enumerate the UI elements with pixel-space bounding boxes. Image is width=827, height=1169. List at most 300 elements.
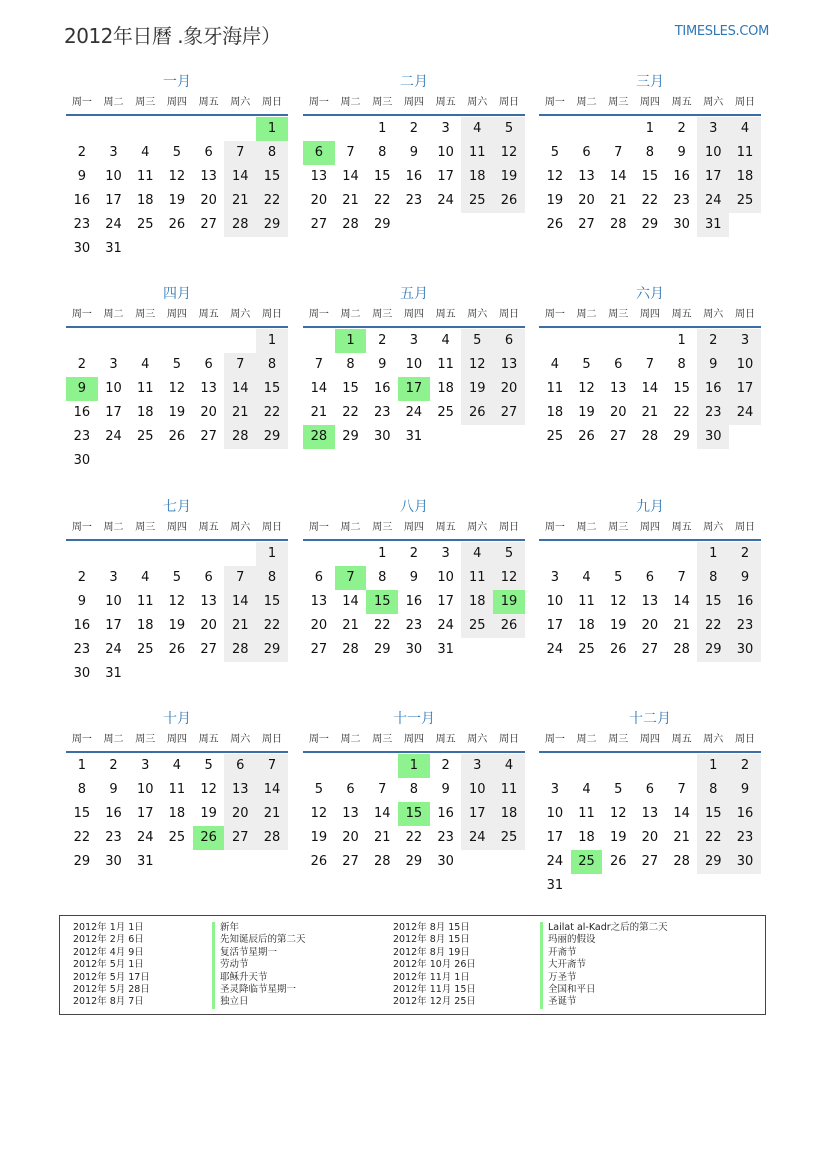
day-cell: 15 <box>256 590 288 614</box>
day-cell: 17 <box>437 169 454 184</box>
empty-cell <box>666 542 698 566</box>
day-cell: 17 <box>437 594 454 609</box>
day-cell: 30 <box>697 425 729 449</box>
day-cell: 12 <box>200 782 217 797</box>
empty-cell <box>634 754 666 778</box>
page-title: 2012年日曆 .象牙海岸） <box>64 24 281 48</box>
empty-cell <box>98 117 130 141</box>
day-cell: 29 <box>641 217 659 232</box>
day-cell: 10 <box>546 806 564 821</box>
day-cell: 5 <box>550 145 559 160</box>
day-cell: 12 <box>609 594 627 609</box>
day-cell: 23 <box>105 830 122 845</box>
day-cell: 4 <box>141 145 150 160</box>
legend-dates-left <box>73 922 150 1009</box>
weekday-label: 周三 <box>608 97 629 108</box>
day-cell: 3 <box>441 546 450 561</box>
weekday-header <box>66 730 288 753</box>
day-cell: 28 <box>609 217 627 232</box>
day-cell: 8 <box>378 570 387 585</box>
day-cell: 24 <box>729 401 761 425</box>
day-cell: 20 <box>310 193 328 208</box>
day-cell: 11 <box>578 594 595 609</box>
day-cell: 20 <box>200 405 217 420</box>
day-cell: 25 <box>437 405 454 420</box>
weekday-label: 周日 <box>498 97 519 108</box>
weekday-header <box>303 518 525 541</box>
month-name: 七月 <box>163 499 191 515</box>
day-cell: 3 <box>550 570 559 585</box>
month-11 <box>303 709 525 874</box>
day-cell: 7 <box>224 353 256 377</box>
day-cell: 18 <box>493 802 525 826</box>
day-cell: 13 <box>578 169 595 184</box>
day-cell: 12 <box>609 806 627 821</box>
empty-cell <box>634 329 666 353</box>
day-cell: 9 <box>409 145 419 160</box>
day-cell: 2 <box>77 357 86 372</box>
day-cell: 10 <box>437 570 454 585</box>
weekday-header <box>66 93 288 116</box>
day-cell: 6 <box>204 145 213 160</box>
day-cell: 11 <box>546 381 564 396</box>
day-cell: 9 <box>677 145 686 160</box>
day-cell: 31 <box>105 241 122 256</box>
day-cell: 13 <box>342 806 359 821</box>
day-grid <box>303 542 525 662</box>
day-cell: 27 <box>200 642 217 657</box>
day-cell: 14 <box>224 590 256 614</box>
empty-cell <box>602 754 634 778</box>
holiday-day-cell: 17 <box>398 377 430 401</box>
day-cell: 23 <box>373 405 391 420</box>
day-grid <box>539 542 761 662</box>
weekday-label: 周一 <box>71 309 92 320</box>
day-cell: 11 <box>168 782 186 797</box>
empty-cell <box>129 542 161 566</box>
day-cell: 21 <box>224 614 256 638</box>
empty-cell <box>303 542 335 566</box>
month-4 <box>66 284 288 473</box>
day-cell: 13 <box>493 353 525 377</box>
day-cell: 12 <box>578 381 595 396</box>
day-cell: 7 <box>378 782 387 797</box>
weekday-label: 周二 <box>103 522 124 533</box>
day-cell: 9 <box>441 782 450 797</box>
day-cell: 13 <box>641 594 659 609</box>
day-cell: 19 <box>609 830 627 845</box>
empty-cell <box>224 542 256 566</box>
weekday-header <box>66 518 288 541</box>
day-cell: 17 <box>105 193 122 208</box>
day-cell: 16 <box>729 802 761 826</box>
day-cell: 21 <box>310 405 328 420</box>
day-cell: 2 <box>729 754 761 778</box>
day-cell: 9 <box>77 594 86 609</box>
day-cell: 9 <box>729 778 761 802</box>
month-8 <box>303 497 525 662</box>
day-cell: 15 <box>641 169 659 184</box>
holiday-name: Lailat al-Kadr之后的第二天 <box>540 922 668 934</box>
weekday-label: 周一 <box>71 522 92 533</box>
holiday-day-cell: 28 <box>303 425 335 449</box>
day-cell: 11 <box>461 566 493 590</box>
day-cell: 31 <box>405 429 423 444</box>
day-cell: 25 <box>136 217 154 232</box>
day-cell: 15 <box>673 381 690 396</box>
day-cell: 4 <box>172 758 182 773</box>
day-cell: 1 <box>378 546 387 561</box>
day-cell: 29 <box>697 638 729 662</box>
day-grid <box>66 329 288 473</box>
day-cell: 2 <box>729 542 761 566</box>
day-cell: 28 <box>342 642 359 657</box>
day-cell: 15 <box>342 381 359 396</box>
day-cell: 31 <box>546 878 564 893</box>
day-cell: 18 <box>578 618 595 633</box>
empty-cell <box>224 329 256 353</box>
weekday-label: 周五 <box>198 522 219 533</box>
weekday-label: 周日 <box>261 522 282 533</box>
day-cell: 6 <box>204 357 213 372</box>
holiday-date: 2012年 8月 15日 <box>393 922 470 933</box>
day-cell: 17 <box>729 377 761 401</box>
day-grid <box>66 754 288 874</box>
day-cell: 5 <box>493 542 525 566</box>
day-cell: 22 <box>697 614 729 638</box>
day-cell: 18 <box>461 165 493 189</box>
day-cell: 2 <box>677 121 686 136</box>
month-name: 六月 <box>636 286 664 302</box>
day-cell: 11 <box>136 381 154 396</box>
holiday-date: 2012年 11月 15日 <box>393 984 476 996</box>
day-cell: 22 <box>373 618 391 633</box>
day-cell: 16 <box>673 169 690 184</box>
weekday-label: 周二 <box>103 97 124 108</box>
day-cell: 29 <box>256 425 288 449</box>
day-cell: 28 <box>373 854 391 869</box>
holiday-date: 2012年 2月 6日 <box>73 934 144 946</box>
weekday-label: 周四 <box>639 734 660 745</box>
weekday-label: 周日 <box>734 522 755 533</box>
day-cell: 29 <box>405 854 423 869</box>
weekday-label: 周一 <box>71 734 92 745</box>
month-name: 三月 <box>636 74 664 90</box>
month-name: 一月 <box>163 74 191 90</box>
day-cell: 19 <box>200 806 217 821</box>
day-cell: 3 <box>461 754 493 778</box>
day-cell: 16 <box>73 618 91 633</box>
day-cell: 10 <box>405 357 423 372</box>
day-cell: 4 <box>582 570 591 585</box>
day-cell: 16 <box>105 806 122 821</box>
empty-cell <box>66 117 98 141</box>
day-cell: 22 <box>373 193 391 208</box>
day-cell: 13 <box>310 594 328 609</box>
day-cell: 10 <box>729 353 761 377</box>
day-cell: 7 <box>677 570 686 585</box>
day-cell: 8 <box>77 782 86 797</box>
weekday-label: 周四 <box>403 734 424 745</box>
holiday-day-cell: 9 <box>66 377 98 401</box>
month-name: 十月 <box>163 711 191 727</box>
day-cell: 27 <box>609 429 627 444</box>
day-cell: 21 <box>673 618 690 633</box>
day-grid <box>66 117 288 261</box>
holiday-day-cell: 15 <box>366 590 398 614</box>
holiday-name: 全国和平日 <box>540 984 668 996</box>
day-cell: 30 <box>73 666 91 681</box>
holiday-date: 2012年 4月 9日 <box>73 946 144 958</box>
day-cell: 18 <box>437 381 454 396</box>
weekday-label: 周一 <box>71 97 92 108</box>
month-7 <box>66 497 288 686</box>
day-cell: 25 <box>578 642 595 657</box>
holiday-day-cell: 6 <box>303 141 335 165</box>
day-cell: 20 <box>493 377 525 401</box>
empty-cell <box>66 542 98 566</box>
day-cell: 3 <box>697 117 729 141</box>
holiday-name: 劳动节 <box>212 959 306 971</box>
day-cell: 28 <box>224 638 256 662</box>
weekday-label: 周一 <box>544 309 565 320</box>
day-cell: 31 <box>697 213 729 237</box>
day-cell: 7 <box>677 782 686 797</box>
day-cell: 7 <box>346 145 355 160</box>
day-cell: 19 <box>546 193 564 208</box>
empty-cell <box>193 117 225 141</box>
weekday-label: 周四 <box>166 97 187 108</box>
weekday-label: 周五 <box>435 309 456 320</box>
day-cell: 25 <box>729 189 761 213</box>
empty-cell <box>571 754 603 778</box>
day-cell: 2 <box>697 329 729 353</box>
day-cell: 4 <box>141 357 150 372</box>
day-cell: 23 <box>73 217 91 232</box>
day-cell: 2 <box>77 145 86 160</box>
day-cell: 26 <box>546 217 564 232</box>
day-cell: 12 <box>310 806 328 821</box>
weekday-label: 周二 <box>576 309 597 320</box>
day-cell: 3 <box>109 145 118 160</box>
day-cell: 22 <box>697 826 729 850</box>
day-cell: 12 <box>168 594 186 609</box>
day-cell: 24 <box>461 826 493 850</box>
day-cell: 1 <box>256 542 288 566</box>
day-cell: 11 <box>136 169 154 184</box>
day-cell: 16 <box>405 594 423 609</box>
day-cell: 8 <box>645 145 655 160</box>
weekday-label: 周三 <box>135 522 156 533</box>
weekday-label: 周二 <box>576 522 597 533</box>
day-cell: 29 <box>342 429 359 444</box>
month-12 <box>539 709 761 898</box>
empty-cell <box>571 542 603 566</box>
day-cell: 18 <box>546 405 564 420</box>
day-cell: 28 <box>256 826 288 850</box>
day-cell: 26 <box>578 429 595 444</box>
weekday-label: 周六 <box>703 309 724 320</box>
day-cell: 21 <box>256 802 288 826</box>
holiday-day-cell: 1 <box>398 754 430 778</box>
day-cell: 20 <box>224 802 256 826</box>
weekday-label: 周四 <box>403 522 424 533</box>
day-cell: 8 <box>256 353 288 377</box>
day-cell: 22 <box>405 830 423 845</box>
day-cell: 11 <box>136 594 154 609</box>
day-cell: 22 <box>256 614 288 638</box>
empty-cell <box>335 754 367 778</box>
day-cell: 23 <box>405 193 423 208</box>
day-cell: 15 <box>373 169 391 184</box>
weekday-header <box>66 305 288 328</box>
day-cell: 3 <box>109 570 118 585</box>
weekday-label: 周二 <box>340 309 361 320</box>
day-cell: 26 <box>310 854 328 869</box>
day-cell: 14 <box>641 381 659 396</box>
day-cell: 7 <box>224 141 256 165</box>
day-cell: 9 <box>729 566 761 590</box>
weekday-label: 周一 <box>544 734 565 745</box>
day-cell: 12 <box>493 141 525 165</box>
month-name: 八月 <box>400 499 428 515</box>
day-cell: 9 <box>409 570 419 585</box>
weekday-label: 周四 <box>166 309 187 320</box>
day-cell: 14 <box>224 165 256 189</box>
day-cell: 25 <box>461 189 493 213</box>
day-cell: 10 <box>105 169 122 184</box>
day-cell: 1 <box>378 121 387 136</box>
weekday-label: 周二 <box>340 97 361 108</box>
month-1 <box>66 72 288 261</box>
day-cell: 26 <box>493 614 525 638</box>
weekday-label: 周四 <box>639 309 660 320</box>
day-cell: 13 <box>200 594 217 609</box>
day-cell: 10 <box>437 145 454 160</box>
day-cell: 24 <box>697 189 729 213</box>
weekday-label: 周六 <box>467 522 488 533</box>
day-cell: 30 <box>437 854 454 869</box>
day-cell: 30 <box>405 642 423 657</box>
site-link[interactable]: TIMESLES.COM <box>674 24 769 39</box>
day-cell: 13 <box>224 778 256 802</box>
day-cell: 8 <box>256 141 288 165</box>
weekday-label: 周六 <box>467 97 488 108</box>
holiday-day-cell: 26 <box>193 826 225 850</box>
empty-cell <box>161 329 193 353</box>
day-cell: 14 <box>673 594 690 609</box>
weekday-label: 周三 <box>372 309 393 320</box>
day-cell: 18 <box>136 193 154 208</box>
day-cell: 16 <box>73 405 91 420</box>
holiday-date: 2012年 5月 17日 <box>73 971 150 983</box>
empty-cell <box>303 329 335 353</box>
empty-cell <box>602 117 634 141</box>
empty-cell <box>98 542 130 566</box>
weekday-label: 周日 <box>734 734 755 745</box>
day-cell: 30 <box>673 217 690 232</box>
holiday-name: 玛丽的假设 <box>540 934 668 946</box>
day-cell: 29 <box>73 854 91 869</box>
day-cell: 21 <box>673 830 690 845</box>
day-cell: 25 <box>546 429 564 444</box>
day-cell: 4 <box>141 570 150 585</box>
weekday-label: 周二 <box>103 309 124 320</box>
holiday-day-cell: 7 <box>335 566 367 590</box>
day-cell: 27 <box>641 642 659 657</box>
weekday-label: 周二 <box>576 97 597 108</box>
day-cell: 22 <box>256 189 288 213</box>
weekday-label: 周五 <box>671 734 692 745</box>
holiday-name: 万圣节 <box>540 972 668 984</box>
legend-dates-right <box>393 922 476 1009</box>
weekday-label: 周三 <box>135 734 156 745</box>
weekday-header <box>303 305 525 328</box>
empty-cell <box>66 329 98 353</box>
day-cell: 17 <box>546 618 564 633</box>
day-cell: 24 <box>437 618 454 633</box>
holiday-name: 独立日 <box>212 996 306 1008</box>
day-cell: 20 <box>310 618 328 633</box>
day-cell: 14 <box>256 778 288 802</box>
day-cell: 25 <box>461 614 493 638</box>
day-cell: 10 <box>105 594 122 609</box>
day-cell: 14 <box>609 169 627 184</box>
day-cell: 28 <box>224 213 256 237</box>
empty-cell <box>303 754 335 778</box>
day-cell: 9 <box>77 169 86 184</box>
day-cell: 21 <box>609 193 627 208</box>
weekday-label: 周日 <box>498 309 519 320</box>
day-cell: 25 <box>136 642 154 657</box>
day-cell: 19 <box>493 165 525 189</box>
day-cell: 18 <box>461 590 493 614</box>
empty-cell <box>571 329 603 353</box>
day-cell: 31 <box>105 666 122 681</box>
day-cell: 7 <box>256 754 288 778</box>
day-cell: 5 <box>582 357 591 372</box>
day-cell: 27 <box>342 854 359 869</box>
holiday-date: 2012年 5月 28日 <box>73 984 150 996</box>
legend-names-right <box>540 922 668 1009</box>
weekday-label: 周三 <box>608 522 629 533</box>
day-cell: 6 <box>614 357 623 372</box>
holiday-name: 圣诞节 <box>540 996 668 1008</box>
day-cell: 12 <box>493 566 525 590</box>
weekday-label: 周五 <box>198 309 219 320</box>
day-cell: 21 <box>224 401 256 425</box>
weekday-label: 周六 <box>703 734 724 745</box>
day-cell: 3 <box>729 329 761 353</box>
day-cell: 30 <box>105 854 122 869</box>
day-cell: 25 <box>136 429 154 444</box>
day-cell: 17 <box>546 830 564 845</box>
month-10 <box>66 709 288 874</box>
day-grid <box>303 329 525 449</box>
month-3 <box>539 72 761 237</box>
day-cell: 27 <box>200 217 217 232</box>
weekday-label: 周五 <box>198 97 219 108</box>
day-cell: 24 <box>105 217 122 232</box>
weekday-label: 周五 <box>671 97 692 108</box>
day-cell: 28 <box>342 217 359 232</box>
day-cell: 1 <box>677 333 686 348</box>
day-cell: 2 <box>409 121 419 136</box>
day-cell: 4 <box>441 333 450 348</box>
day-cell: 1 <box>645 121 655 136</box>
day-cell: 8 <box>256 566 288 590</box>
day-cell: 6 <box>645 570 655 585</box>
